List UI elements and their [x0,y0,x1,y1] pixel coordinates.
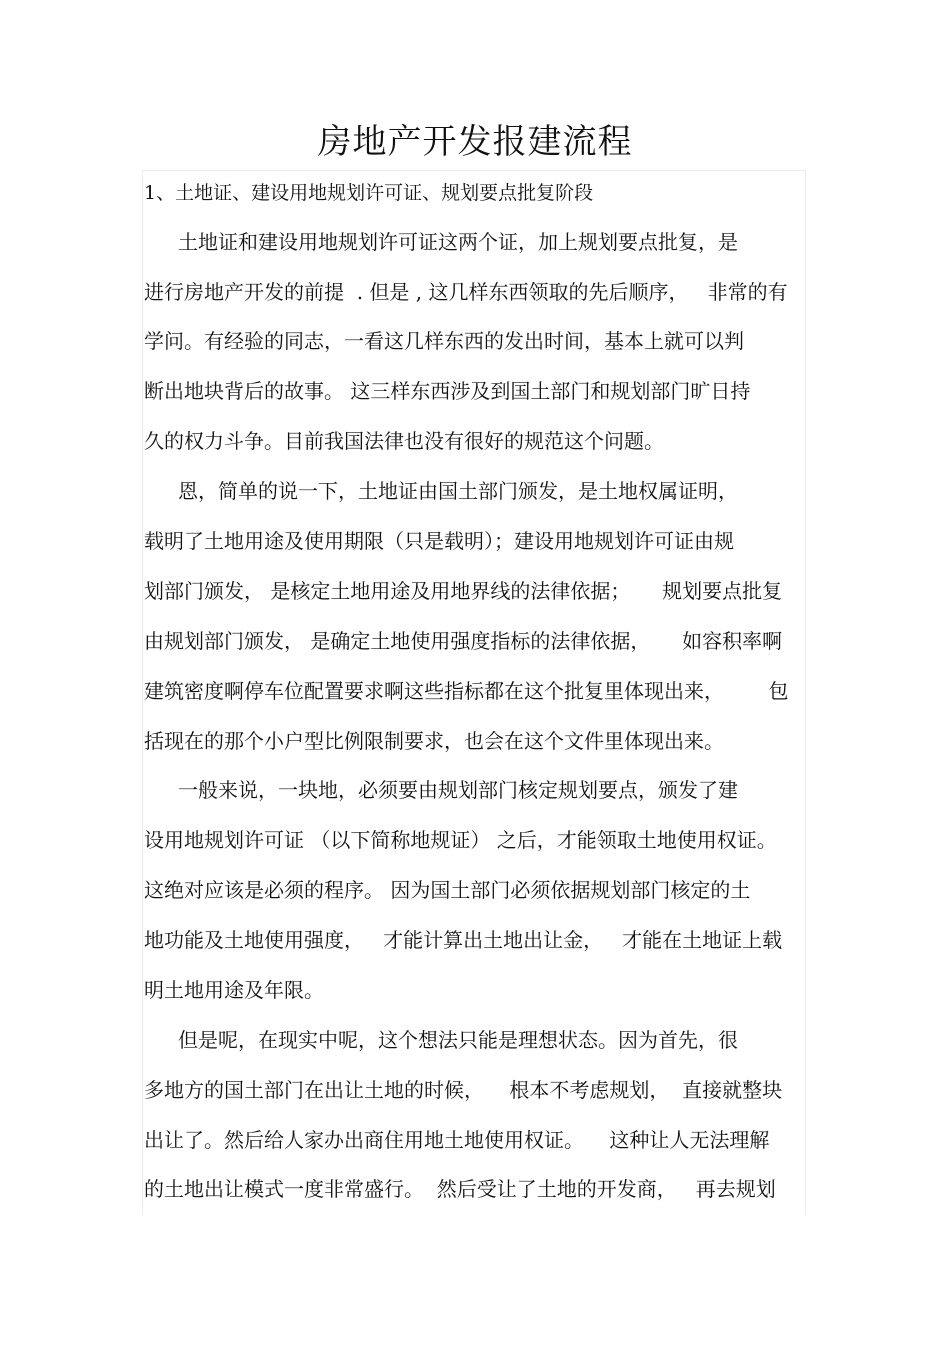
paragraph-line: 的土地出让模式一度非常盛行。 然后受让了土地的开发商， 再去规划 [144,1177,776,1201]
paragraph-line: 由规划部门颁发， 是确定土地使用强度指标的法律依据， 如容积率啊 [144,629,783,653]
paragraph-line: 进行房地产开发的前提 . 但是 , 这几样东西领取的先后顺序， 非常的有 [144,280,788,304]
paragraph-line: 土地证和建设用地规划许可证这两个证，加上规划要点批复，是 [178,230,738,254]
paragraph-line: 断出地块背后的故事。 这三样东西涉及到国土部门和规划部门旷日持 [144,379,751,403]
paragraph-line: 久的权力斗争。目前我国法律也没有很好的规范这个问题。 [144,429,664,453]
paragraph-line: 明土地用途及年限。 [144,978,324,1002]
paragraph-line: 地功能及土地使用强度， 才能计算出土地出让金， 才能在土地证上载 [144,928,783,952]
paragraph-line: 设用地规划许可证 （以下简称地规证） 之后，才能领取土地使用权证。 [144,828,777,852]
paragraph-line: 载明了土地用途及使用期限（只是载明）；建设用地规划许可证由规 [144,529,734,553]
paragraph-line: 划部门颁发， 是核定土地用途及用地界线的法律依据； 规划要点批复 [144,579,783,603]
paragraph-line: 出让了。然后给人家办出商住用地土地使用权证。 这种让人无法理解 [144,1128,770,1152]
paragraph-line: 建筑密度啊停车位配置要求啊这些指标都在这个批复里体现出来， 包 [144,679,789,703]
paragraph-line: 一般来说，一块地，必须要由规划部门核定规划要点，颁发了建 [178,778,738,802]
document-title: 房地产开发报建流程 [317,122,633,162]
paragraph-line: 括现在的那个小户型比例限制要求，也会在这个文件里体现出来。 [144,729,724,753]
paragraph-line: 恩，简单的说一下，土地证由国土部门颁发，是土地权属证明， [178,479,738,503]
paragraph-line: 多地方的国土部门在出让土地的时候， 根本不考虑规划， 直接就整块 [144,1078,783,1102]
section-heading: 1、土地证、建设用地规划许可证、规划要点批复阶段 [144,182,594,204]
paragraph-line: 学问。有经验的同志，一看这几样东西的发出时间，基本上就可以判 [144,329,744,353]
paragraph-line: 但是呢，在现实中呢，这个想法只能是理想状态。因为首先，很 [178,1028,738,1052]
paragraph-line: 这绝对应该是必须的程序。 因为国土部门必须依据规划部门核定的土 [144,878,751,902]
